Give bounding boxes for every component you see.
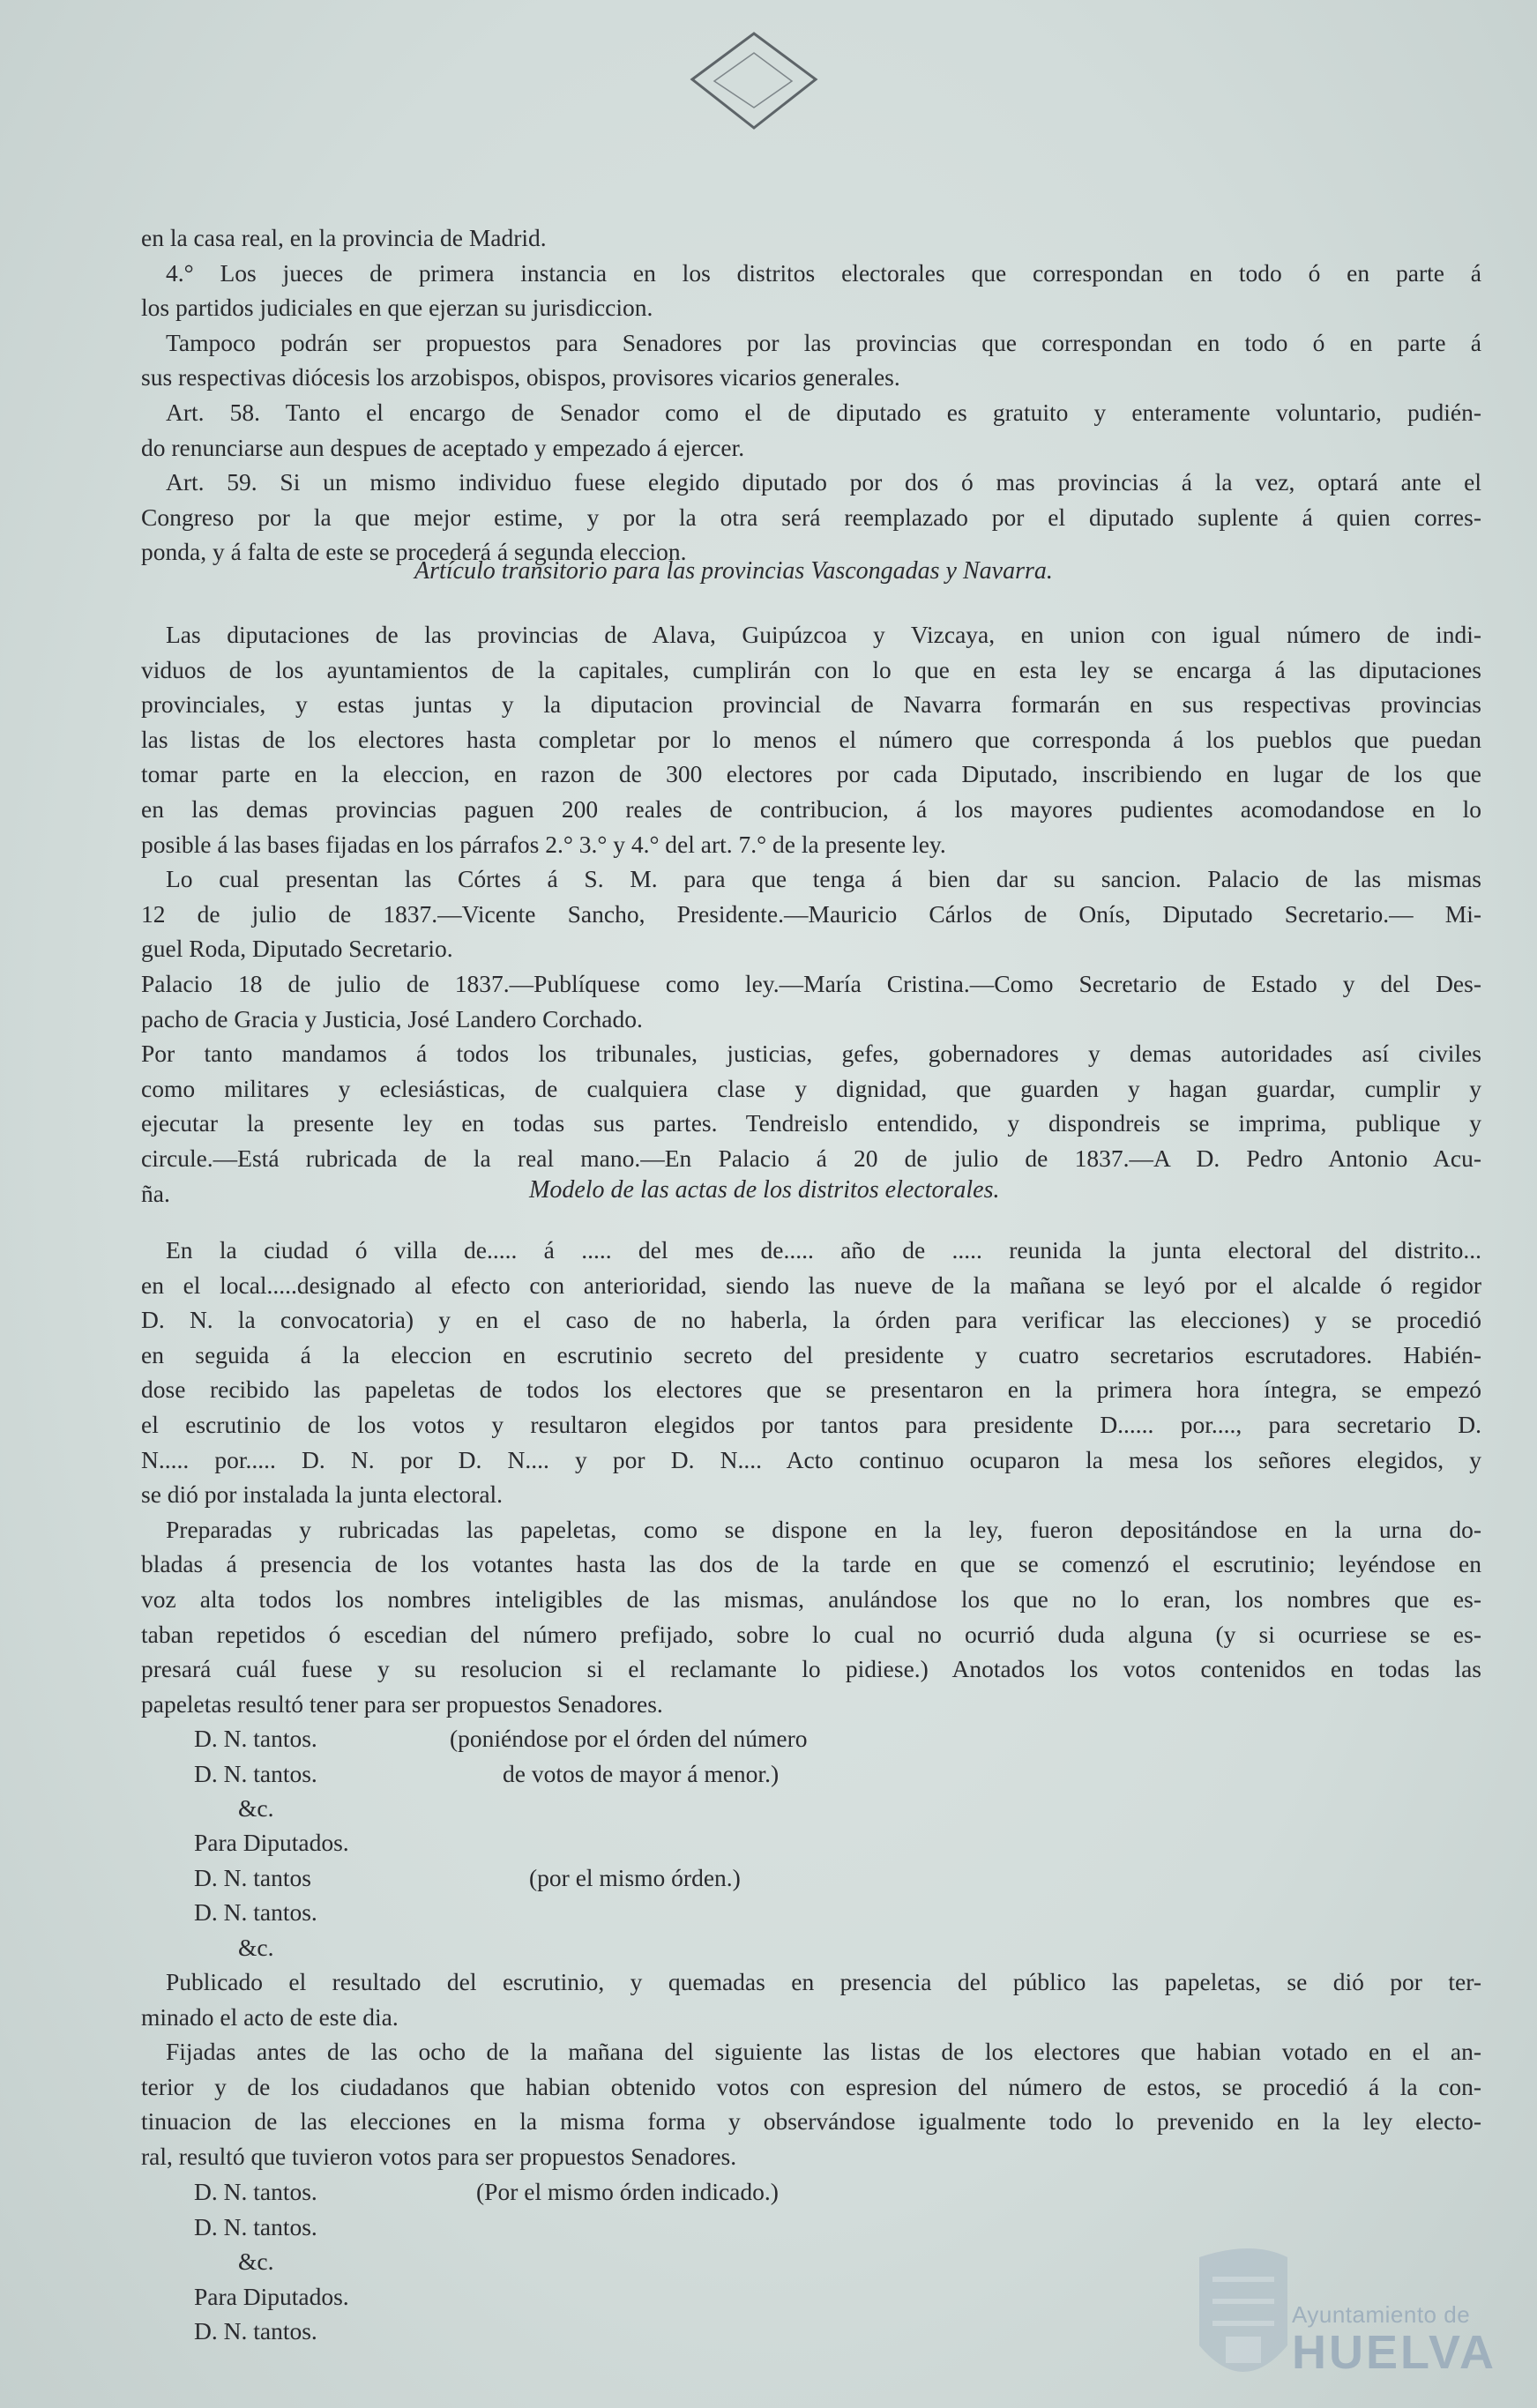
text-line: el escrutinio de los votos y resultaron elegidos por tantos para presidente D...... por...., para secretario D. [141,1410,1481,1438]
diputados-note: (por el mismo órden.) [529,1864,741,1891]
senadores-note-2: (Por el mismo órden indicado.) [476,2178,779,2205]
text-line: tomar parte en la eleccion, en razon de 300 electores por cada Diputado, inscribiendo en lugar de los que [141,760,1481,788]
text-line: Congreso por la que mejor estime, y por la otra será reemplazado por el diputado suplente á quien corres- [141,503,1481,531]
text-line: Preparadas y rubricadas las papeletas, como se dispone en la ley, fueron depositándose en la urna do- [166,1515,1481,1543]
text-line: voz alta todos los nombres inteligibles de las mismas, anulándose los que no lo eran, los nombres que es- [141,1584,1481,1613]
text-line: papeletas resultó tener para ser propuestos Senadores. [141,1689,663,1718]
list-item: &c. [238,1794,274,1823]
list-item: D. N. tantos [194,1863,311,1891]
note-line: (poniéndose por el órden del número [450,1725,808,1752]
text-line: sus respectivas diócesis los arzobispos, obispos, provisores vicarios generales. [141,363,900,391]
text-line: tinuacion de las elecciones en la misma forma y observándose igualmente todo lo prevenido en la ley electo- [141,2107,1481,2136]
text-line: en la casa real, en la provincia de Madrid. [141,224,547,251]
transitorio-heading: Artículo transitorio para las provincias Vascongadas y Navarra. [414,557,1053,585]
text-line: Publicado el resultado del escrutinio, y quemadas en presencia del público las papeletas, se dió por ter- [166,1968,1481,1995]
text-line: pacho de Gracia y Justicia, José Landero Corchado. [141,1004,643,1033]
main-text [141,220,1481,570]
text-line: los partidos judiciales en que ejerzan su jurisdiccion. [141,294,653,322]
text-line: Tampoco podrán ser propuestos para Senadores por las provincias que correspondan en todo ó en parte á [166,328,1481,356]
text-line: N..... por..... D. N. por D. N.... y por D. N.... Acto continuo ocuparon la mesa los señores elegidos, y [141,1445,1481,1473]
text-line: minado el acto de este dia. [141,2002,399,2031]
text-line: 12 de julio de 1837.—Vicente Sancho, Presidente.—Mauricio Cárlos de Onís, Diputado Secretario.— Mi- [141,899,1481,928]
main-text-4 [141,1964,1481,2174]
text-line: ejecutar la presente ley en todas sus partes. Tendreislo entendido, y dispondreis se imprima, publique y [141,1109,1481,1137]
text-line: En la ciudad ó villa de..... á ..... del mes de..... año de ..... reunida la junta electoral del distrito... [166,1236,1481,1264]
text-line: guel Roda, Diputado Secretario. [141,935,453,963]
text-line: presará cuál fuese y su resolucion si el reclamante lo pidiese.) Anotados los votos contenidos en todas las [141,1655,1481,1683]
text-line: en seguida á la eleccion en escrutinio secreto del presidente y cuatro secretarios escrutadores. Habién- [141,1340,1481,1368]
text-line: Art. 59. Si un mismo individuo fuese elegido diputado por dos ó mas provincias á la vez, optará ante el [166,468,1481,496]
text-line: como militares y eclesiásticas, de cualquiera clase y dignidad, que guarden y hagan guardar, cumplir y [141,1074,1481,1102]
text-line: taban repetidos ó escedian del número prefijado, sobre lo cual no ocurrió duda alguna (y si ocurriese se es- [141,1620,1481,1648]
text-line: en las demas provincias paguen 200 reales de contribucion, á los mayores pudientes acomodandose en lo [141,794,1481,823]
text-line: posible á las bases fijadas en los párrafos 2.° 3.° y 4.° del art. 7.° de la presente ley. [141,830,946,858]
text-line: Art. 58. Tanto el encargo de Senador como el de diputado es gratuito y enteramente voluntario, pudién- [166,398,1481,426]
text-line: ral, resultó que tuvieron votos para ser propuestos Senadores. [141,2142,737,2170]
text-line: ponda, y á falta de este se procederá á segunda eleccion. [141,538,687,566]
text-line: ña. [141,1179,170,1207]
text-line: dose recibido las papeletas de todos los electores que se presentaron en la primera hora íntegra, se empezó [141,1375,1481,1404]
section-label: Para Diputados. [194,1829,349,1856]
text-line: Por tanto mandamos á todos los tribunales, justicias, gefes, gobernadores y demas autoridades así civiles [141,1040,1481,1068]
watermark-small: Ayuntamiento de [1292,2301,1471,2328]
diputados-list [194,1825,349,1964]
text-line: bladas á presencia de los votantes hasta las dos de la tarde en que se comenzó el escrutinio; leyéndose en [141,1550,1481,1578]
modelo-heading: Modelo de las actas de los distritos electorales. [529,1176,1000,1204]
list-item: D. N. tantos. [194,1725,317,1752]
note-line: de votos de mayor á menor.) [503,1759,780,1787]
page-fold-ornament [679,26,829,141]
list-item: D. N. tantos. [194,1898,317,1927]
senadores-list [194,1721,317,1826]
text-line: en el local.....designado al efecto con anterioridad, siendo las nueve de la mañana se leyó por el alcalde ó regidor [141,1271,1481,1299]
list-item: D. N. tantos. [194,2212,317,2240]
senadores-note [450,1721,808,1791]
list-item: D. N. tantos. [194,2317,317,2345]
text-line: se dió por instalada la junta electoral. [141,1480,504,1509]
watermark [1292,2301,1496,2379]
main-text-2 [141,617,1481,1211]
text-line: provinciales, y estas juntas y la diputacion provincial de Navarra formarán en sus respectivas provincias [141,690,1481,719]
watermark-big: HUELVA [1292,2326,1496,2379]
text-line: terior y de los ciudadanos que habian obtenido votos con espresion del número de estos, se procedió á la con- [141,2072,1481,2100]
text-line: viduos de los ayuntamientos de la capitales, cumplirán con lo que en esta ley se encarga á las diputaciones [141,655,1481,683]
section-label: Para Diputados. [194,2282,349,2310]
list-item: D. N. tantos. [194,1759,317,1787]
list-item: &c. [238,1933,274,1961]
list-item: &c. [238,2248,274,2276]
text-line: Las diputaciones de las provincias de Alava, Guipúzcoa y Vizcaya, en union con igual número de indi- [166,621,1481,648]
senadores-list-2 [194,2174,349,2349]
text-line: circule.—Está rubricada de la real mano.—En Palacio á 20 de julio de 1837.—A D. Pedro Antonio Acu- [141,1144,1481,1172]
text-line: 4.° Los jueces de primera instancia en los distritos electorales que correspondan en todo ó en parte á [166,258,1481,287]
text-line: Lo cual presentan las Córtes á S. M. para que tenga á bien dar su sancion. Palacio de las mismas [166,865,1481,893]
text-line: D. N. la convocatoria) y en el caso de no haberla, la órden para verificar las elecciones) y se procedió [141,1306,1481,1334]
text-line: do renunciarse aun despues de aceptado y empezado á ejercer. [141,433,745,461]
text-line: Fijadas antes de las ocho de la mañana del siguiente las listas de los electores que habian votado en el an- [166,2038,1481,2066]
list-item: D. N. tantos. [194,2178,317,2205]
main-text-3 [141,1233,1481,1721]
text-line: las listas de los electores hasta completar por lo menos el número que corresponda á los pueblos que puedan [141,725,1481,753]
text-line: Palacio 18 de julio de 1837.—Publíquese como ley.—María Cristina.—Como Secretario de Estado y del Des- [141,969,1481,997]
